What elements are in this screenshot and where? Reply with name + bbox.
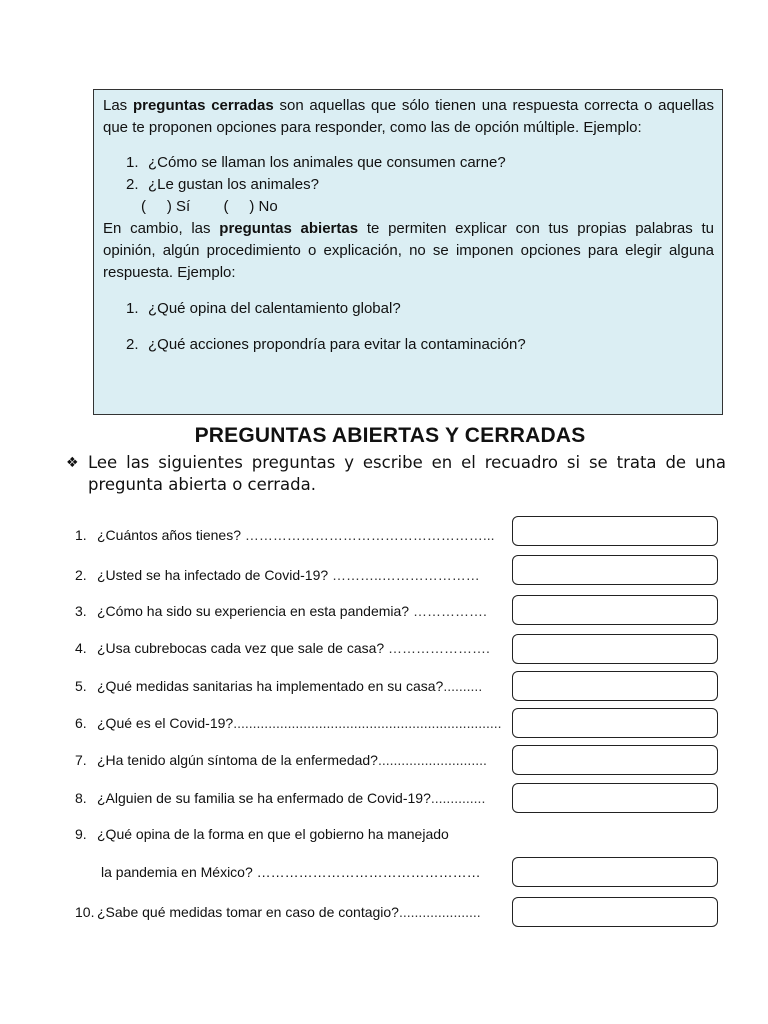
list-item: 1. ¿Cómo se llaman los animales que consumen carne? <box>126 154 506 171</box>
question-row: 3. ¿Cómo ha sido su experiencia en esta pandemia? ……………. <box>75 603 487 619</box>
question-row: 4. ¿Usa cubrebocas cada vez que sale de casa? …………………. <box>75 640 490 656</box>
answer-box-4[interactable] <box>512 634 718 664</box>
answer-box-10[interactable] <box>512 897 718 927</box>
diamond-bullet-icon: ❖ <box>66 455 79 471</box>
question-continuation: la pandemia en México? ………………………………………… <box>101 864 481 880</box>
closed-questions-definition: Las preguntas cerradas son aquellas que sólo tienen una respuesta correcta o aquellas que te proponen opciones para responder, como las de opción múltiple. Ejemplo: <box>103 97 714 136</box>
question-row: 8. ¿Alguien de su familia se ha enfermado de Covid-19?.............. <box>75 790 486 806</box>
question-row: 5. ¿Qué medidas sanitarias ha implementado en su casa?.......... <box>75 678 483 694</box>
question-row: 9. ¿Qué opina de la forma en que el gobierno ha manejado <box>75 826 449 842</box>
list-item: 2. ¿Le gustan los animales? <box>126 176 319 193</box>
definition-box <box>93 89 723 415</box>
list-item: 1. ¿Qué opina del calentamiento global? <box>126 300 401 317</box>
open-questions-definition: En cambio, las preguntas abiertas te permiten explicar con tus propias palabras tu opinión, algún procedimiento o explicación, no se imponen opciones para elegir alguna respuesta. Ejemplo: <box>103 220 715 281</box>
question-row: 7. ¿Ha tenido algún síntoma de la enfermedad?............................ <box>75 752 487 768</box>
question-row: 6. ¿Qué es el Covid-19?..................................................................... <box>75 715 502 731</box>
answer-box-3[interactable] <box>512 595 718 625</box>
answer-box-1[interactable] <box>512 516 718 546</box>
answer-box-7[interactable] <box>512 745 718 775</box>
instruction: ❖ Lee las siguientes preguntas y escribe en el recuadro si se trata de una pregunta abierta o cerrada. <box>66 453 726 494</box>
open-examples-list <box>103 298 714 356</box>
page-title: PREGUNTAS ABIERTAS Y CERRADAS <box>194 424 586 447</box>
question-row: 2. ¿Usted se ha infectado de Covid-19? ………..………………… <box>75 567 480 583</box>
question-row: 1. ¿Cuántos años tienes? ……………………………………………... <box>75 527 495 543</box>
answer-box-9[interactable] <box>512 857 718 887</box>
yes-no-options: ( ) Sí ( ) No <box>141 198 278 215</box>
closed-examples-list <box>103 152 714 196</box>
answer-box-2[interactable] <box>512 555 718 585</box>
list-item: 2. ¿Qué acciones propondría para evitar la contaminación? <box>126 336 526 353</box>
answer-box-6[interactable] <box>512 708 718 738</box>
answer-box-8[interactable] <box>512 783 718 813</box>
question-row: 10. ¿Sabe qué medidas tomar en caso de contagio?..................... <box>75 904 481 920</box>
answer-box-5[interactable] <box>512 671 718 701</box>
